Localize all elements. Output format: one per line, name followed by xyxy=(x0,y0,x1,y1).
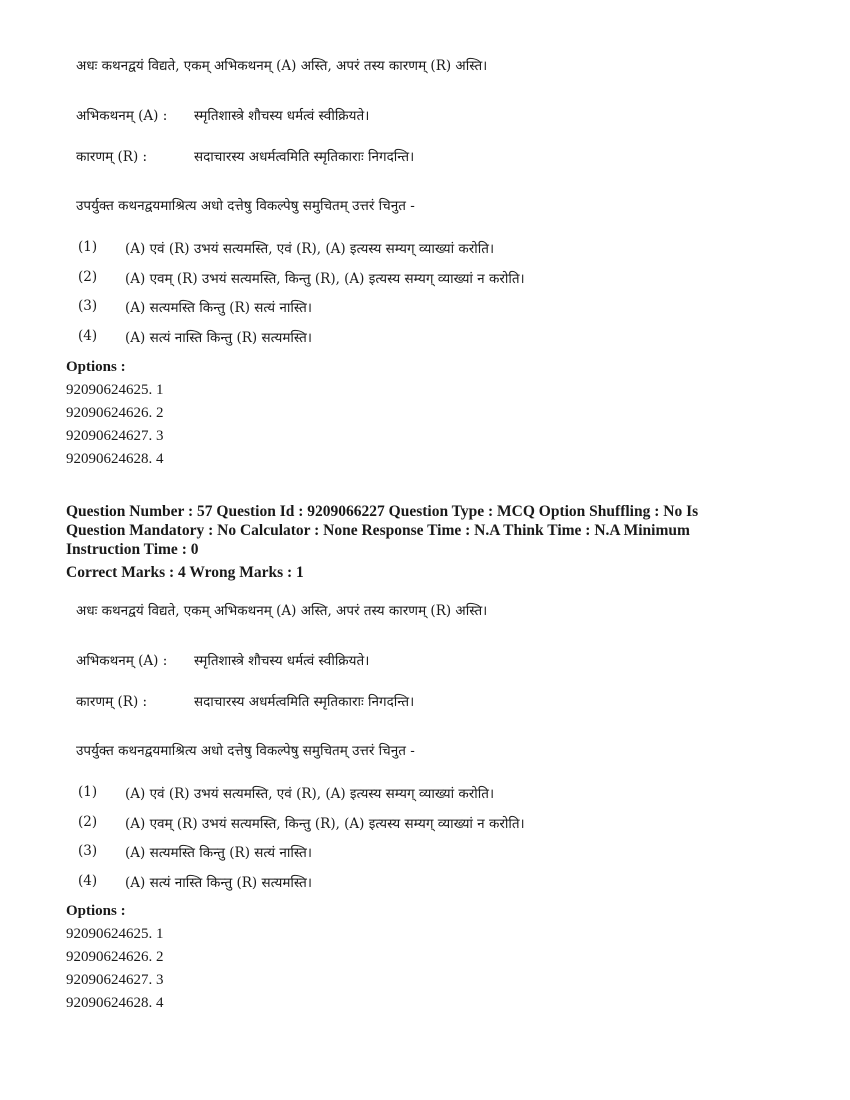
assertion-text: स्मृतिशास्त्रे शौचस्य धर्मत्वं स्वीक्रियते। xyxy=(194,108,370,124)
reason-label: कारणम् (R) : xyxy=(76,694,148,710)
choice-text: (A) सत्यं नास्ति किन्तु (R) सत्यमस्ति। xyxy=(125,330,312,346)
choice-text: (A) सत्यमस्ति किन्तु (R) सत्यं नास्ति। xyxy=(125,845,312,861)
question-instruction: उपर्युक्त कथनद्वयमाश्रित्य अधो दत्तेषु विकल्पेषु समुचितम् उत्तरं चिनुत - xyxy=(76,198,415,214)
choice-number: (3) xyxy=(78,298,98,314)
meta-line-1: Question Number : 57 Question Id : 9209066227 Question Type : MCQ Option Shuffling : No Is xyxy=(66,503,699,520)
choice-text: (A) सत्यं नास्ति किन्तु (R) सत्यमस्ति। xyxy=(125,875,312,891)
choice-number: (2) xyxy=(78,269,98,285)
question-instruction: उपर्युक्त कथनद्वयमाश्रित्य अधो दत्तेषु विकल्पेषु समुचितम् उत्तरं चिनुत - xyxy=(76,743,415,759)
reason-text: सदाचारस्य अधर्मत्वमिति स्मृतिकाराः निगदन्ति। xyxy=(194,694,415,710)
meta-line-2: Question Mandatory : No Calculator : None Response Time : N.A Think Time : N.A Minimum xyxy=(66,522,690,539)
choice-text: (A) एवं (R) उभयं सत्यमस्ति, एवं (R), (A) इत्यस्य सम्यग् व्याख्यां करोति। xyxy=(125,241,495,257)
options-heading: Options : xyxy=(66,359,126,375)
choice-number: (1) xyxy=(78,784,98,800)
option-id: 92090624625. 1 xyxy=(66,382,164,398)
choice-number: (1) xyxy=(78,239,98,255)
choice-text: (A) एवम् (R) उभयं सत्यमस्ति, किन्तु (R), (A) इत्यस्य सम्यग् व्याख्यां न करोति। xyxy=(125,271,525,287)
option-id: 92090624628. 4 xyxy=(66,995,164,1011)
assertion-label: अभिकथनम् (A) : xyxy=(76,653,168,669)
meta-line-3: Instruction Time : 0 xyxy=(66,541,199,558)
choice-number: (3) xyxy=(78,843,98,859)
question-intro: अधः कथनद्वयं विद्यते, एकम् अभिकथनम् (A) अस्ति, अपरं तस्य कारणम् (R) अस्ति। xyxy=(76,58,488,74)
choice-number: (4) xyxy=(78,873,98,889)
choice-number: (4) xyxy=(78,328,98,344)
option-id: 92090624627. 3 xyxy=(66,428,164,444)
option-id: 92090624626. 2 xyxy=(66,949,164,965)
assertion-text: स्मृतिशास्त्रे शौचस्य धर्मत्वं स्वीक्रियते। xyxy=(194,653,370,669)
option-id: 92090624627. 3 xyxy=(66,972,164,988)
options-heading: Options : xyxy=(66,903,126,919)
reason-label: कारणम् (R) : xyxy=(76,149,148,165)
question-intro: अधः कथनद्वयं विद्यते, एकम् अभिकथनम् (A) अस्ति, अपरं तस्य कारणम् (R) अस्ति। xyxy=(76,603,488,619)
choice-text: (A) एवम् (R) उभयं सत्यमस्ति, किन्तु (R), (A) इत्यस्य सम्यग् व्याख्यां न करोति। xyxy=(125,816,525,832)
option-id: 92090624625. 1 xyxy=(66,926,164,942)
meta-marks: Correct Marks : 4 Wrong Marks : 1 xyxy=(66,564,304,581)
reason-text: सदाचारस्य अधर्मत्वमिति स्मृतिकाराः निगदन्ति। xyxy=(194,149,415,165)
choice-text: (A) एवं (R) उभयं सत्यमस्ति, एवं (R), (A) इत्यस्य सम्यग् व्याख्यां करोति। xyxy=(125,786,495,802)
choice-number: (2) xyxy=(78,814,98,830)
choice-text: (A) सत्यमस्ति किन्तु (R) सत्यं नास्ति। xyxy=(125,300,312,316)
option-id: 92090624626. 2 xyxy=(66,405,164,421)
option-id: 92090624628. 4 xyxy=(66,451,164,467)
assertion-label: अभिकथनम् (A) : xyxy=(76,108,168,124)
